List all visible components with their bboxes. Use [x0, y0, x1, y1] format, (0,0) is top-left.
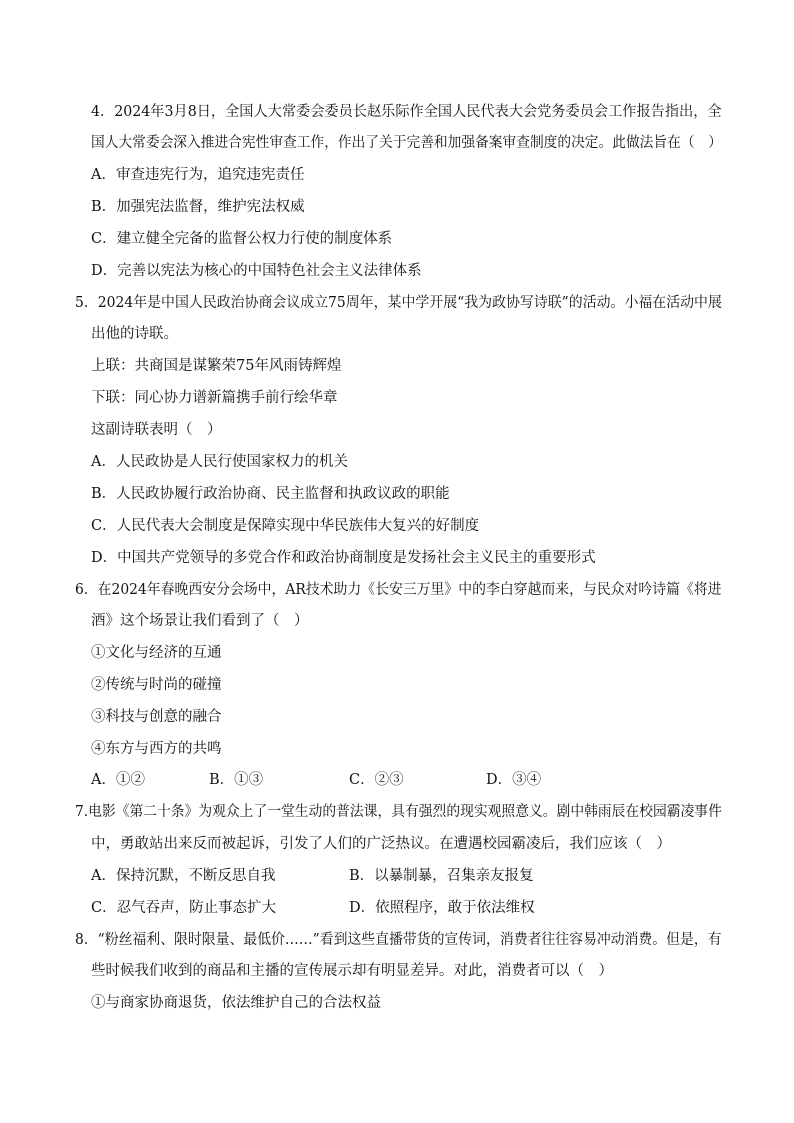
- question-5-couplet-lower: 下联：同心协力谱新篇携手前行绘华章: [91, 390, 338, 406]
- question-8-stem-line-1: 8．“粉丝福利、限时限量、最低价……”看到这些直播带货的宣传词，消费者往往容易冲动消费。但是，有: [75, 932, 722, 948]
- question-4-option-a[interactable]: A．审查违宪行为，追究违宪责任: [91, 167, 305, 183]
- question-5-stem-line-1: 5．2024年是中国人民政治协商会议成立75周年，某中学开展“我为政协写诗联”的活动。小福在活动中展: [75, 295, 722, 311]
- question-7-option-d[interactable]: D．依照程序，敢于依法维权: [349, 900, 535, 916]
- question-5-couplet-upper: 上联：共商国是谋繁荣75年风雨铸辉煌: [91, 358, 342, 374]
- question-8-stem-line-2: 些时候我们收到的商品和主播的宣传展示却有明显差异。对此，消费者可以（ ）: [91, 963, 613, 979]
- question-4-stem-line-1: 4．2024年3月8日，全国人大常委会委员长赵乐际作全国人民代表大会党务委员会工作报告指出，全: [91, 104, 722, 120]
- question-6-option-b[interactable]: B．①③: [209, 772, 264, 788]
- question-6-option-d[interactable]: D．③④: [486, 772, 542, 788]
- question-5-option-d[interactable]: D．中国共产党领导的多党合作和政治协商制度是发扬社会主义民主的重要形式: [91, 550, 596, 566]
- question-5-option-c[interactable]: C．人民代表大会制度是保障实现中华民族伟大复兴的好制度: [91, 518, 480, 534]
- question-6-stem-line-1: 6．在2024年春晚西安分会场中，AR技术助力《长安三万里》中的李白穿越而来，与民众对吟诗篇《将进: [75, 582, 722, 598]
- question-4-option-b[interactable]: B．加强宪法监督，维护宪法权威: [91, 199, 305, 215]
- question-4-option-c[interactable]: C．建立健全完备的监督公权力行使的制度体系: [91, 231, 393, 247]
- question-7-option-b[interactable]: B．以暴制暴，召集亲友报复: [349, 868, 534, 884]
- question-6-option-a[interactable]: A．①②: [91, 772, 145, 788]
- question-6-option-c[interactable]: C．②③: [349, 772, 404, 788]
- question-4-stem-line-2: 国人大常委会深入推进合宪性审查工作，作出了关于完善和加强备案审查制度的决定。此做法旨在（ ）: [91, 135, 722, 151]
- question-7-option-c[interactable]: C．忍气吞声，防止事态扩大: [91, 900, 277, 916]
- question-6-item-2: ②传统与时尚的碰撞: [91, 677, 222, 693]
- question-6-item-4: ④东方与西方的共鸣: [91, 741, 222, 757]
- question-6-item-1: ①文化与经济的互通: [91, 645, 222, 661]
- question-6-stem-line-2: 酒》这个场景让我们看到了（ ）: [91, 613, 309, 629]
- question-5-option-a[interactable]: A．人民政协是人民行使国家权力的机关: [91, 454, 348, 470]
- question-7-stem-line-2: 中，勇敢站出来反而被起诉，引发了人们的广泛热议。在遭遇校园霸凌后，我们应该（ ）: [91, 836, 671, 852]
- question-4-option-d[interactable]: D．完善以宪法为核心的中国特色社会主义法律体系: [91, 263, 422, 279]
- question-5-option-b[interactable]: B．人民政协履行政治协商、民主监督和执政议政的职能: [91, 486, 450, 502]
- question-6-item-3: ③科技与创意的融合: [91, 709, 222, 725]
- question-5-stem-line-2: 出他的诗联。: [91, 326, 178, 342]
- question-5-prompt: 这副诗联表明（ ）: [91, 422, 222, 438]
- question-8-item-1: ①与商家协商退货，依法维护自己的合法权益: [91, 995, 381, 1011]
- question-7-stem-line-1: 7.电影《第二十条》为观众上了一堂生动的普法课，具有强烈的现实观照意义。剧中韩雨辰在校园霸凌事件: [75, 804, 722, 820]
- question-7-option-a[interactable]: A．保持沉默，不断反思自我: [91, 868, 276, 884]
